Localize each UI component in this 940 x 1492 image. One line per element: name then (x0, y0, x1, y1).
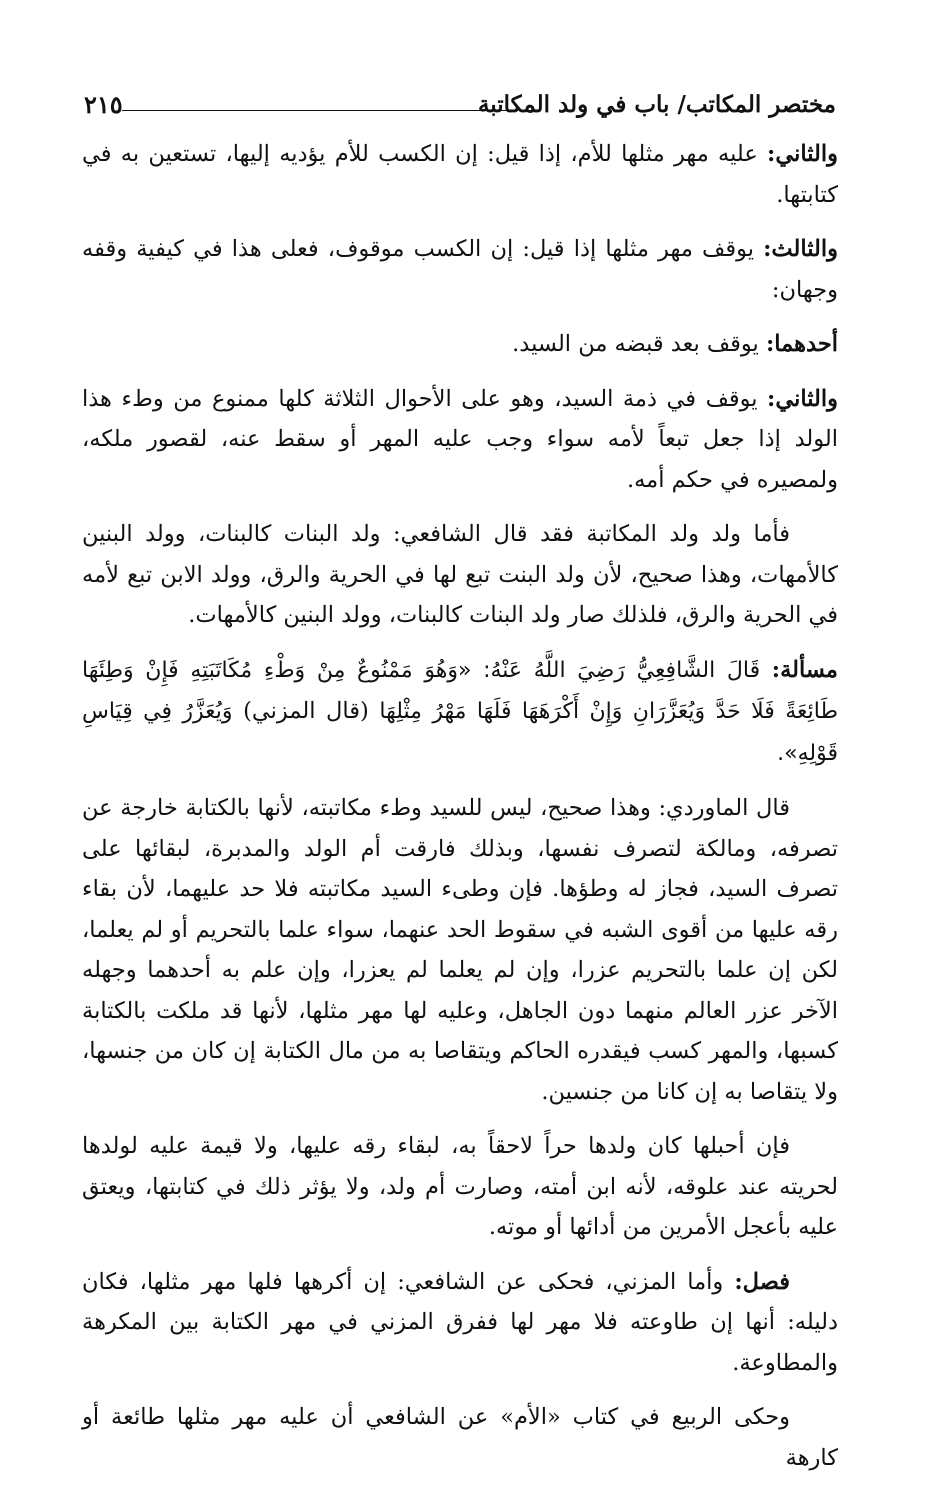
header-rule (122, 110, 518, 111)
paragraph-masala (82, 650, 838, 775)
paragraph-first-aspect (82, 324, 838, 365)
paragraph-text: (قال المزني) (232, 698, 380, 724)
paragraph-lead: والثالث: (763, 236, 838, 262)
paragraph-lead: والثاني: (767, 385, 838, 412)
paragraph-second-opinion (82, 134, 838, 215)
paragraph-text: يوقف مهر مثلها إذا قيل: إن الكسب موقوف، فعلى هذا في كيفية وقفه وجهان: (82, 236, 838, 303)
paragraph-text: فأما ولد ولد المكاتبة فقد قال الشافعي: ولد البنات كالبنات، وولد البنين كالأمهات، وهذا صحيح، لأن ولد البنت تبع لها في الحرية والرق، وولد الابن تبع لأمه في الحرية والرق، فلذلك صار ولد البنات كالبنات، وولد البنين كالأمهات. (82, 521, 838, 628)
paragraph-lead: والثاني: (767, 141, 838, 167)
paragraph-text: وأما المزني، فحكى عن الشافعي: إن أكرهها فلها مهر مثلها، فكان دليله: أنها إن طاوعته فلا مهر لها ففرق المزني في مهر الكتابة بين المكرهة والمطاوعة. (82, 1268, 838, 1376)
quoted-text: وَيُعَزَّرُ فِي قِيَاسِ قَوْلِهِ». (82, 699, 838, 766)
paragraph-fasl (82, 1262, 838, 1384)
paragraph-third-opinion (82, 229, 838, 310)
paragraph-lead: مسألة: (771, 656, 838, 683)
running-title: مختصر المكاتب/ باب في ولد المكاتبة (477, 91, 836, 118)
paragraph-pregnancy (82, 1126, 838, 1248)
paragraph-text: فإن أحبلها كان ولدها حراً لاحقاً به، لبقاء رقه عليها، ولا قيمة عليه لولدها لحريته عند علوقه، لأنه ابن أمته، وصارت أم ولد، ولا يؤثر ذلك في كتابتها، ويعتق عليه بأعجل الأمرين من أدائها أو موته. (82, 1133, 838, 1240)
paragraph-lead: أحدهما: (765, 331, 838, 357)
paragraph-lead: فصل: (734, 1268, 790, 1295)
page-header (84, 88, 836, 122)
paragraph-text: يوقف بعد قبضه من السيد. (512, 331, 766, 357)
paragraph-rabi (82, 1397, 838, 1478)
body-text (82, 134, 838, 1492)
paragraph-text: قال الماوردي: وهذا صحيح، ليس للسيد وطء مكاتبته، لأنها بالكتابة خارجة عن تصرفه، ومالكة لتصرف نفسها، وبذلك فارقت أم الولد والمدبرة، لبقائها على تصرف السيد، فجاز له وطؤها. فإن وطىء السيد مكاتبته فلا حد عليهما، لأن بقاء رقه عليها من أقوى الشبه في سقوط الحد عنهما، سواء علما بالتحريم أو لم يعلما، لكن إن علما بالتحريم عزرا، وإن لم يعلما لم يعزرا، وإن علم به أحدهما وجهله الآخر عزر العالم منهما دون الجاهل، وعليه لها مهر مثلها، لأنها قد ملكت بالكتابة كسبها، والمهر كسب فيقدره الحاكم ويتقاصا به من مال الكتابة إن كان من جنسها، ولا يتقاصا به إن كانا من جنسين. (82, 795, 838, 1105)
paragraph-second-aspect (82, 379, 838, 501)
paragraph-mawardi (82, 788, 838, 1112)
page-number: ٢١٥ (84, 90, 123, 119)
quoted-text: قَالَ الشَّافِعِيُّ رَضِيَ اللَّهُ عَنْهُ: «وَهُوَ مَمْنُوعٌ مِنْ وَطْءِ مُكَاتَبَتِهِ فَإِنْ وَطِئَهَا طَائِعَةً فَلَا حَدَّ وَيُعَزَّرَانِ وَإِنْ أَكْرَهَهَا فَلَهَا مَهْرُ مِثْلِهَا (82, 657, 838, 724)
paragraph-text: عليه مهر مثلها للأم، إذا قيل: إن الكسب للأم يؤديه إليها، تستعين به في كتابتها. (82, 141, 838, 208)
paragraph-text: وحكى الربيع في كتاب «الأم» عن الشافعي أن عليه مهر مثلها طائعة أو كارهة (82, 1404, 838, 1471)
paragraph-text: يوقف في ذمة السيد، وهو على الأحوال الثلاثة كلها ممنوع من وطء هذا الولد إذا جعل تبعاً لأمه سواء وجب عليه المهر أو سقط عنه، لقصور ملكه، ولمصيره في حكم أمه. (82, 385, 838, 493)
paragraph-grandchild (82, 514, 838, 636)
